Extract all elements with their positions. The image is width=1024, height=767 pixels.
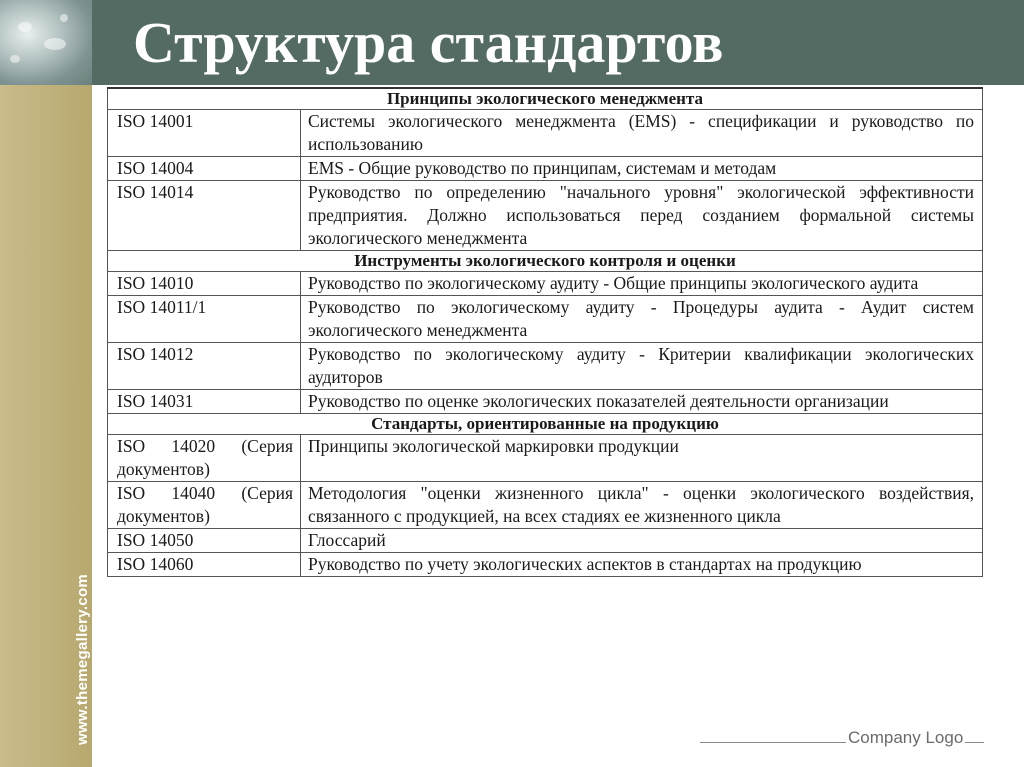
- standard-code: ISO 14011/1: [108, 296, 301, 343]
- table-row: [108, 553, 983, 577]
- standard-code: ISO 14020 (Серия документов): [108, 435, 301, 482]
- standard-code: ISO 14014: [108, 181, 301, 251]
- standard-code: ISO 14050: [108, 529, 301, 553]
- slide-title: Структура стандартов: [133, 10, 724, 75]
- standard-code: ISO 14004: [108, 157, 301, 181]
- section-heading: Стандарты, ориентированные на продукцию: [108, 414, 983, 435]
- standard-description: Руководство по экологическому аудиту - Критерии квалификации экологических аудиторов: [301, 343, 983, 390]
- standard-code: ISO 14060: [108, 553, 301, 577]
- standard-description: Принципы экологической маркировки продукции: [301, 435, 983, 482]
- standard-description: EMS - Общие руководство по принципам, системам и методам: [301, 157, 983, 181]
- table-row: [108, 296, 983, 343]
- table-row: [108, 110, 983, 157]
- standard-description: Методология "оценки жизненного цикла" - оценки экологического воздействия, связанного с продукцией, на всех стадиях ее жизненного цикла: [301, 482, 983, 529]
- table-row: [108, 157, 983, 181]
- section-row: [108, 88, 983, 110]
- standard-code: ISO 14012: [108, 343, 301, 390]
- table-row: [108, 482, 983, 529]
- company-logo: Company Logo: [848, 728, 964, 747]
- section-heading: Инструменты экологического контроля и оценки: [108, 251, 983, 272]
- standard-code: ISO 14040 (Серия документов): [108, 482, 301, 529]
- table-row: [108, 435, 983, 482]
- standard-code: ISO 14001: [108, 110, 301, 157]
- standard-description: Руководство по учету экологических аспектов в стандартах на продукцию: [301, 553, 983, 577]
- standards-table: [107, 87, 983, 577]
- table-row: [108, 343, 983, 390]
- table-row: [108, 529, 983, 553]
- standard-description: Руководство по экологическому аудиту - Общие принципы экологического аудита: [301, 272, 983, 296]
- section-row: [108, 414, 983, 435]
- site-url: www.themegallery.com: [74, 573, 91, 745]
- standard-description: Руководство по оценке экологических показателей деятельности организации: [301, 390, 983, 414]
- standard-code: ISO 14010: [108, 272, 301, 296]
- standard-description: Глоссарий: [301, 529, 983, 553]
- section-row: [108, 251, 983, 272]
- standard-description: Руководство по определению "начального уровня" экологической эффективности предприятия. Должно использоваться перед созданием формальной системы экологического менеджмента: [301, 181, 983, 251]
- standard-code: ISO 14031: [108, 390, 301, 414]
- standard-description: Системы экологического менеджмента (EMS) - спецификации и руководство по использованию: [301, 110, 983, 157]
- table-row: [108, 272, 983, 296]
- header-photo: [0, 0, 92, 85]
- section-heading: Принципы экологического менеджмента: [108, 88, 983, 110]
- standard-description: Руководство по экологическому аудиту - Процедуры аудита - Аудит систем экологического менеджмента: [301, 296, 983, 343]
- table-row: [108, 390, 983, 414]
- table-row: [108, 181, 983, 251]
